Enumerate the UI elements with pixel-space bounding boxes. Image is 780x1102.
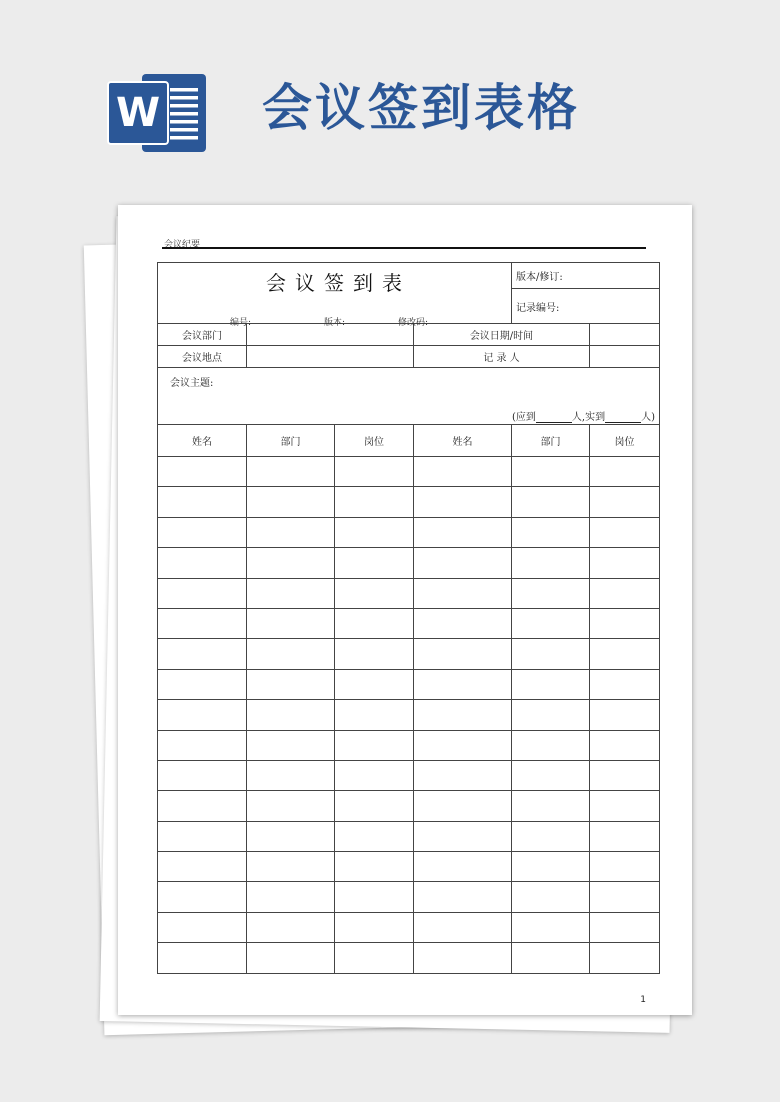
table-cell[interactable]	[247, 882, 335, 912]
table-cell[interactable]	[512, 882, 590, 912]
table-cell[interactable]	[512, 852, 590, 882]
table-cell[interactable]	[590, 578, 660, 608]
table-cell[interactable]	[158, 943, 247, 973]
banner-title: 会议签到表格	[262, 79, 580, 137]
table-row	[158, 578, 660, 608]
version-label: 版本/修订:	[512, 263, 660, 289]
column-header-department: 部门	[247, 425, 335, 457]
number-label: 编号:	[230, 318, 252, 328]
table-cell[interactable]	[335, 457, 414, 487]
table-cell[interactable]	[590, 457, 660, 487]
table-cell[interactable]	[590, 760, 660, 790]
table-row	[158, 882, 660, 912]
table-cell[interactable]	[335, 943, 414, 973]
table-cell[interactable]	[247, 760, 335, 790]
table-cell[interactable]	[335, 487, 414, 517]
column-header-position-2: 岗位	[590, 425, 660, 457]
table-cell[interactable]	[414, 669, 512, 699]
page-header-text: 会议纪要	[164, 240, 201, 250]
table-cell[interactable]	[414, 791, 512, 821]
document-title: 会议签到表	[266, 271, 411, 295]
table-cell[interactable]	[158, 517, 247, 547]
table-cell[interactable]	[247, 457, 335, 487]
table-cell[interactable]	[247, 852, 335, 882]
table-row	[158, 548, 660, 578]
date-time-value[interactable]	[590, 324, 660, 346]
table-cell[interactable]	[414, 852, 512, 882]
table-row	[158, 943, 660, 973]
table-cell[interactable]	[247, 791, 335, 821]
table-cell[interactable]	[590, 943, 660, 973]
table-cell[interactable]	[247, 730, 335, 760]
attendance-expected-prefix: (应到	[512, 412, 536, 423]
table-cell[interactable]	[335, 608, 414, 638]
svg-text:W: W	[115, 90, 161, 136]
location-value[interactable]	[247, 346, 414, 368]
page-number: 1	[640, 995, 646, 1005]
table-cell[interactable]	[158, 457, 247, 487]
table-cell[interactable]	[590, 608, 660, 638]
table-cell[interactable]	[335, 852, 414, 882]
table-cell[interactable]	[247, 578, 335, 608]
table-cell[interactable]	[158, 639, 247, 669]
table-row	[158, 760, 660, 790]
table-cell[interactable]	[590, 730, 660, 760]
table-cell[interactable]	[247, 608, 335, 638]
table-cell[interactable]	[414, 700, 512, 730]
table-cell[interactable]	[414, 517, 512, 547]
table-cell[interactable]	[590, 821, 660, 851]
table-cell[interactable]	[335, 791, 414, 821]
table-cell[interactable]	[414, 608, 512, 638]
table-row	[158, 669, 660, 699]
table-row	[158, 700, 660, 730]
table-row	[158, 517, 660, 547]
table-cell[interactable]	[512, 669, 590, 699]
table-cell[interactable]	[247, 548, 335, 578]
table-cell[interactable]	[335, 517, 414, 547]
table-cell[interactable]	[335, 548, 414, 578]
table-cell[interactable]	[512, 608, 590, 638]
table-cell[interactable]	[335, 730, 414, 760]
table-cell[interactable]	[158, 852, 247, 882]
topic-label: 会议主题:	[170, 378, 214, 389]
title-cell	[158, 263, 512, 328]
table-row	[158, 852, 660, 882]
table-cell[interactable]	[512, 517, 590, 547]
table-cell[interactable]	[590, 487, 660, 517]
table-cell[interactable]	[158, 700, 247, 730]
table-cell[interactable]	[512, 821, 590, 851]
table-cell[interactable]	[512, 700, 590, 730]
table-row	[158, 912, 660, 942]
table-cell[interactable]	[590, 639, 660, 669]
table-cell[interactable]	[414, 943, 512, 973]
table-row	[158, 457, 660, 487]
table-cell[interactable]	[158, 730, 247, 760]
revision-label: 修改码:	[398, 318, 429, 328]
table-cell[interactable]	[247, 943, 335, 973]
table-cell[interactable]	[512, 791, 590, 821]
table-cell[interactable]	[158, 669, 247, 699]
column-header-position: 岗位	[335, 425, 414, 457]
table-row	[158, 821, 660, 851]
table-cell[interactable]	[247, 821, 335, 851]
table-cell[interactable]	[414, 821, 512, 851]
table-cell[interactable]	[512, 730, 590, 760]
table-cell[interactable]	[158, 608, 247, 638]
table-cell[interactable]	[590, 912, 660, 942]
department-label: 会议部门	[158, 324, 247, 346]
table-cell[interactable]	[414, 882, 512, 912]
actual-count-blank[interactable]	[605, 412, 641, 423]
column-header-department-2: 部门	[512, 425, 590, 457]
document-page	[118, 205, 692, 1015]
edition-label: 版本:	[324, 318, 346, 328]
table-cell[interactable]	[247, 700, 335, 730]
table-cell[interactable]	[335, 639, 414, 669]
recorder-label: 记 录 人	[414, 346, 590, 368]
table-cell[interactable]	[414, 487, 512, 517]
table-cell[interactable]	[590, 882, 660, 912]
table-cell[interactable]	[158, 578, 247, 608]
table-cell[interactable]	[247, 487, 335, 517]
table-cell[interactable]	[158, 821, 247, 851]
table-cell[interactable]	[158, 487, 247, 517]
table-cell[interactable]	[590, 700, 660, 730]
table-cell[interactable]	[335, 700, 414, 730]
table-cell[interactable]	[247, 912, 335, 942]
table-row	[158, 791, 660, 821]
table-cell[interactable]	[247, 517, 335, 547]
table-cell[interactable]	[335, 882, 414, 912]
table-row	[158, 608, 660, 638]
attendance-line	[512, 408, 655, 423]
date-time-label: 会议日期/时间	[414, 324, 590, 346]
table-cell[interactable]	[335, 760, 414, 790]
column-header-name: 姓名	[158, 425, 247, 457]
table-cell[interactable]	[247, 639, 335, 669]
table-cell[interactable]	[590, 852, 660, 882]
table-cell[interactable]	[335, 669, 414, 699]
table-cell[interactable]	[512, 578, 590, 608]
table-cell[interactable]	[590, 791, 660, 821]
table-cell[interactable]	[512, 548, 590, 578]
table-row	[158, 487, 660, 517]
table-cell[interactable]	[158, 882, 247, 912]
table-cell[interactable]	[512, 912, 590, 942]
table-cell[interactable]	[590, 669, 660, 699]
record-number-label: 记录编号:	[512, 289, 660, 324]
table-cell[interactable]	[590, 517, 660, 547]
header-rule	[162, 247, 646, 249]
table-cell[interactable]	[247, 669, 335, 699]
table-cell[interactable]	[158, 912, 247, 942]
table-cell[interactable]	[512, 639, 590, 669]
table-cell[interactable]	[512, 457, 590, 487]
attendance-expected-suffix: 人,实到	[571, 412, 606, 423]
sign-in-form-table	[157, 262, 660, 974]
table-cell[interactable]	[414, 578, 512, 608]
table-row	[158, 730, 660, 760]
table-cell[interactable]	[335, 821, 414, 851]
table-cell[interactable]	[414, 639, 512, 669]
table-cell[interactable]	[158, 760, 247, 790]
word-logo-icon	[106, 68, 210, 158]
table-cell[interactable]	[335, 912, 414, 942]
table-cell[interactable]	[512, 760, 590, 790]
table-row	[158, 639, 660, 669]
table-cell[interactable]	[590, 548, 660, 578]
topic-cell[interactable]	[158, 368, 660, 425]
table-cell[interactable]	[414, 730, 512, 760]
table-cell[interactable]	[512, 487, 590, 517]
table-cell[interactable]	[414, 548, 512, 578]
table-cell[interactable]	[158, 548, 247, 578]
attendance-actual-suffix: 人)	[641, 412, 655, 423]
table-cell[interactable]	[414, 457, 512, 487]
table-cell[interactable]	[335, 578, 414, 608]
column-header-name-2: 姓名	[414, 425, 512, 457]
table-cell[interactable]	[158, 791, 247, 821]
table-cell[interactable]	[414, 760, 512, 790]
expected-count-blank[interactable]	[536, 412, 572, 423]
table-cell[interactable]	[512, 943, 590, 973]
location-label: 会议地点	[158, 346, 247, 368]
table-cell[interactable]	[414, 912, 512, 942]
recorder-value[interactable]	[590, 346, 660, 368]
